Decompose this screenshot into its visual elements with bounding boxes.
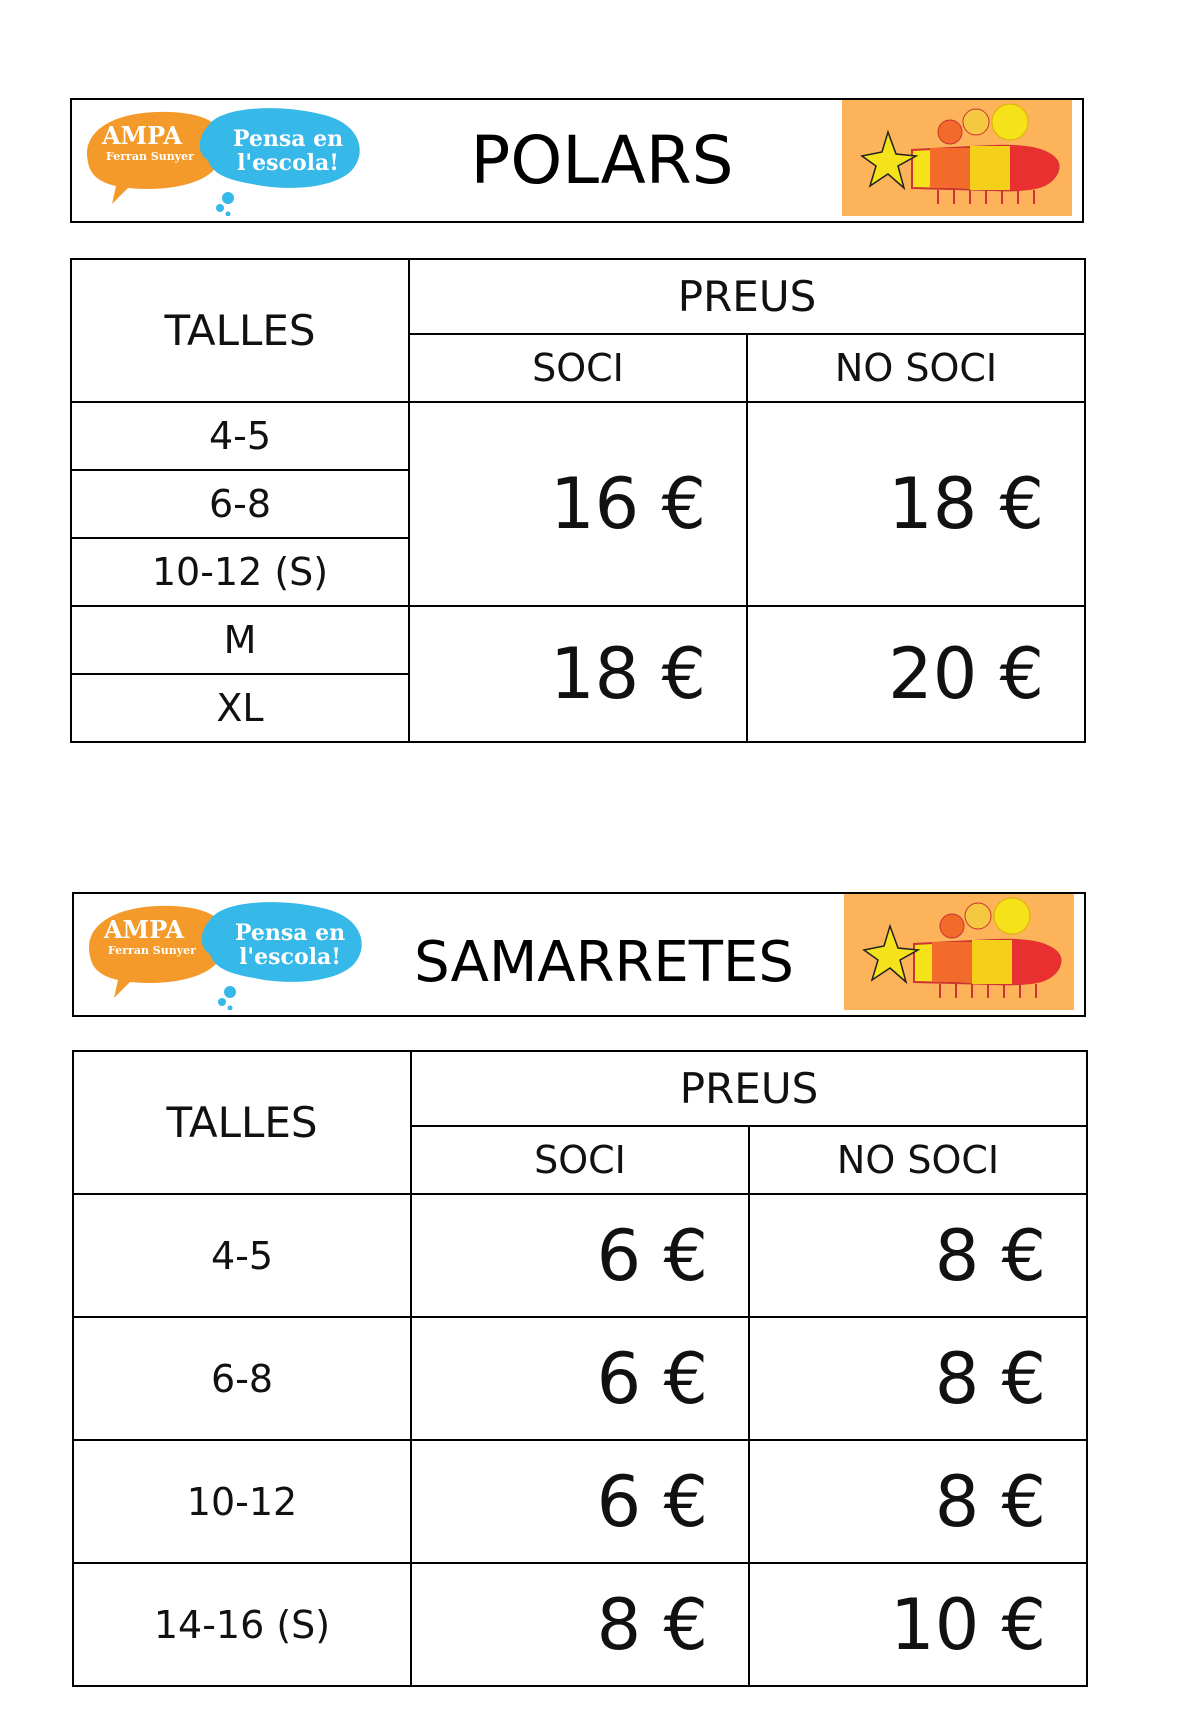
logo-line-1: AMPA <box>101 121 183 150</box>
no-soci-header: NO SOCI <box>747 334 1085 402</box>
logo-line-1: AMPA <box>103 915 185 944</box>
logo-line-4: l'escola! <box>239 944 341 970</box>
soci-header: SOCI <box>411 1126 749 1194</box>
soci-price-cell: 6 € <box>411 1440 749 1563</box>
logo-line-2: Ferran Sunyer <box>106 150 194 163</box>
no-soci-price-cell: 8 € <box>749 1440 1087 1563</box>
logo-line-3: Pensa en <box>232 126 344 152</box>
logo-line-2: Ferran Sunyer <box>108 944 196 957</box>
ampa-logo <box>80 104 370 216</box>
soci-price-cell: 18 € <box>409 606 747 742</box>
size-cell: 14-16 (S) <box>73 1563 411 1686</box>
no-soci-header: NO SOCI <box>749 1126 1087 1194</box>
size-cell: M <box>71 606 409 674</box>
size-cell: 10-12 (S) <box>71 538 409 606</box>
logo-line-4: l'escola! <box>237 150 339 176</box>
soci-header: SOCI <box>409 334 747 402</box>
size-cell: XL <box>71 674 409 742</box>
size-cell: 6-8 <box>71 470 409 538</box>
samarretes-header <box>72 892 1086 1017</box>
samarretes-title: SAMARRETES <box>414 930 794 995</box>
caterpillar-drawing <box>842 100 1072 216</box>
soci-price-cell: 6 € <box>411 1317 749 1440</box>
polars-title: POLARS <box>470 122 734 199</box>
polars-header <box>70 98 1084 223</box>
no-soci-price-cell: 8 € <box>749 1317 1087 1440</box>
soci-price-cell: 8 € <box>411 1563 749 1686</box>
no-soci-price-cell: 18 € <box>747 402 1085 606</box>
talles-header: TALLES <box>73 1051 411 1194</box>
no-soci-price-cell: 10 € <box>749 1563 1087 1686</box>
size-cell: 10-12 <box>73 1440 411 1563</box>
samarretes-price-table <box>72 1050 1088 1687</box>
size-cell: 4-5 <box>71 402 409 470</box>
no-soci-price-cell: 20 € <box>747 606 1085 742</box>
size-cell: 6-8 <box>73 1317 411 1440</box>
caterpillar-drawing <box>844 894 1074 1010</box>
polars-price-table <box>70 258 1086 743</box>
ampa-logo <box>82 898 372 1010</box>
logo-line-3: Pensa en <box>234 920 346 946</box>
preus-header: PREUS <box>411 1051 1087 1126</box>
preus-header: PREUS <box>409 259 1085 334</box>
soci-price-cell: 6 € <box>411 1194 749 1317</box>
talles-header: TALLES <box>71 259 409 402</box>
soci-price-cell: 16 € <box>409 402 747 606</box>
size-cell: 4-5 <box>73 1194 411 1317</box>
no-soci-price-cell: 8 € <box>749 1194 1087 1317</box>
